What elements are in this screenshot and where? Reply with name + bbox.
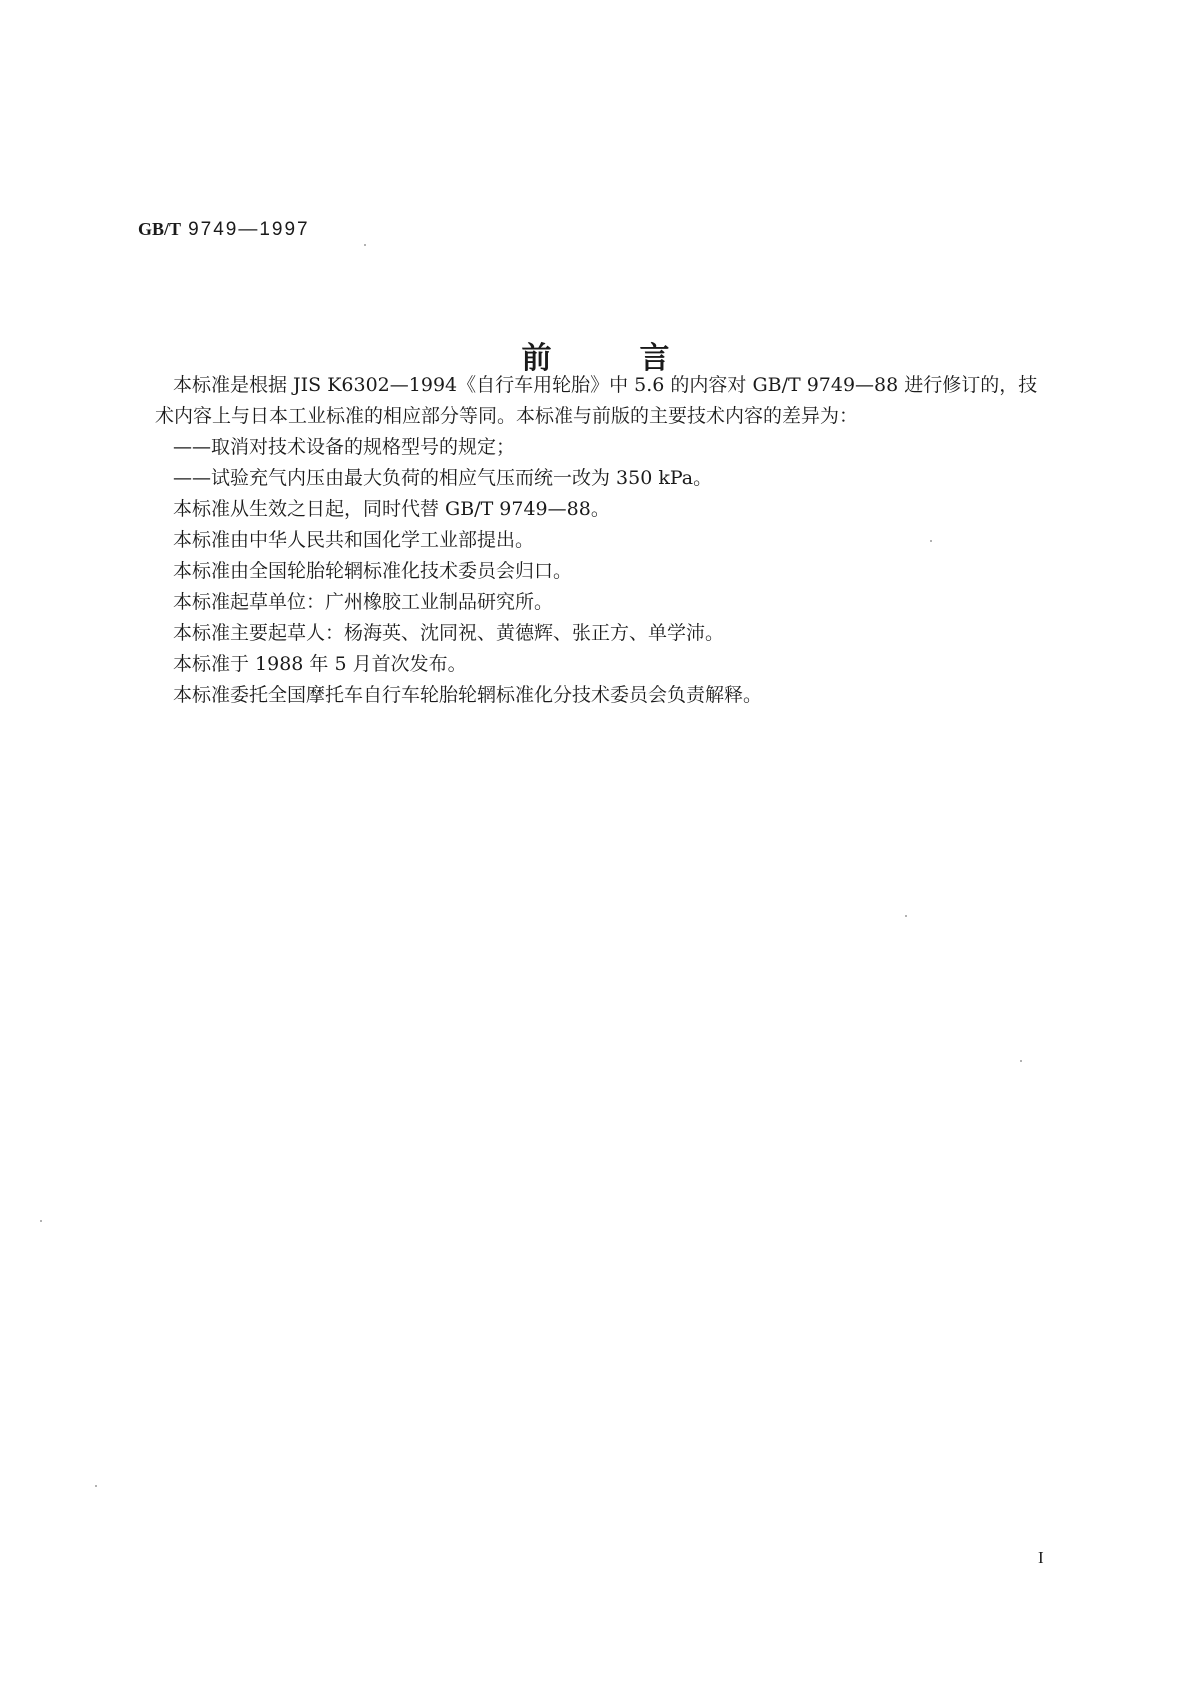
scan-speck <box>905 915 907 917</box>
paragraph-2: ——取消对技术设备的规格型号的规定； <box>173 436 516 458</box>
paragraph-5: 本标准由中华人民共和国化学工业部提出。 <box>173 529 535 551</box>
paragraph-7: 本标准起草单位：广州橡胶工业制品研究所。 <box>173 591 554 613</box>
page-number: I <box>1038 1548 1044 1567</box>
paragraph-6: 本标准由全国轮胎轮辋标准化技术委员会归口。 <box>173 560 573 582</box>
standard-number: 9749—1997 <box>188 219 310 240</box>
title-char-1: 前 <box>521 341 640 376</box>
scan-speck <box>95 1485 97 1487</box>
title-char-2: 言 <box>639 341 758 376</box>
paragraph-1-line-1: 本标准是根据 JIS K6302—1994《自行车用轮胎》中 5.6 的内容对 GB/T 9749—88 进行修订的，技 <box>173 374 1038 396</box>
paragraph-10: 本标准委托全国摩托车自行车轮胎轮辋标准化分技术委员会负责解释。 <box>173 684 763 706</box>
scan-speck <box>364 244 366 246</box>
paragraph-8: 本标准主要起草人：杨海英、沈同祝、黄德辉、张正方、单学沛。 <box>173 622 725 644</box>
paragraph-3: ——试验充气内压由最大负荷的相应气压而统一改为 350 kPa。 <box>173 467 713 489</box>
paragraph-4: 本标准从生效之日起，同时代替 GB/T 9749—88。 <box>173 498 610 520</box>
paragraph-9: 本标准于 1988 年 5 月首次发布。 <box>173 653 467 675</box>
page-title <box>0 333 1191 377</box>
standard-prefix: GB/T <box>138 219 182 239</box>
standard-code <box>138 218 310 241</box>
scan-speck <box>1020 1060 1022 1062</box>
paragraph-1-line-2: 术内容上与日本工业标准的相应部分等同。本标准与前版的主要技术内容的差异为： <box>155 405 859 427</box>
scan-speck <box>40 1220 42 1222</box>
scan-speck <box>930 540 932 542</box>
